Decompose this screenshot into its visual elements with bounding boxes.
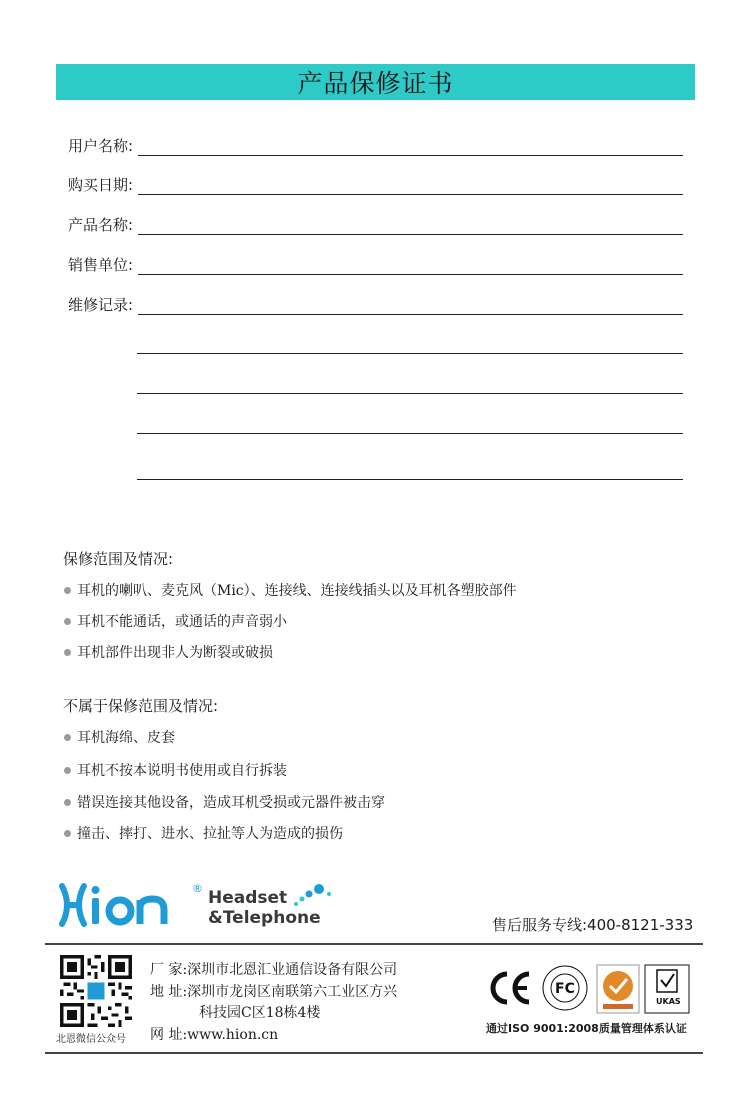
field-product-name [68,213,683,237]
address-line-1: 地 址:深圳市龙岗区南联第六工业区方兴 [150,984,398,1000]
bullet-icon [64,618,71,625]
bullet-icon [64,649,71,656]
bullet-icon [64,734,71,741]
field-user-name [68,134,683,158]
page-title: 产品保修证书 [297,69,454,98]
field-purchase-date [68,173,683,197]
bullet-icon [64,587,71,594]
list-item [64,760,287,780]
list-item [64,642,273,662]
list-item-text: 耳机的喇叭、麦克风（Mic）、连接线、连接线插头以及耳机各塑胶部件 [77,583,517,599]
certification-seal-icon [597,965,639,1013]
list-item [64,727,175,747]
fill-line [138,314,683,315]
fill-line [138,194,683,195]
fill-line [138,155,683,156]
brand-line-2: &Telephone [208,908,321,928]
dots-decoration-icon [292,882,332,912]
field-repair-record [68,293,683,317]
list-item [64,792,385,812]
list-item-text: 撞击、摔打、进水、拉扯等人为造成的损伤 [77,826,343,842]
fill-line [138,274,683,275]
field-label: 产品名称: [68,216,134,234]
field-label: 用户名称: [68,137,134,155]
list-item-text: 错误连接其他设备，造成耳机受损或元器件被击穿 [77,795,385,811]
address-line-2: 科技园C区18栋4楼 [199,1005,321,1021]
hion-logo-icon [58,880,193,930]
list-item-text: 耳机不按本说明书使用或自行拆装 [77,763,287,779]
warranty-heading: 保修范围及情况: [63,550,174,568]
list-item-text: 耳机海绵、皮套 [77,730,175,746]
list-item [64,823,343,843]
exclusion-heading: 不属于保修范围及情况: [63,697,219,715]
repair-record-line [137,479,683,480]
field-label: 维修记录: [68,296,134,314]
title-banner [56,64,695,100]
certification-caption: 通过ISO 9001:2008质量管理体系认证 [486,1022,687,1035]
list-item-text: 耳机不能通话，或通话的声音弱小 [77,614,287,630]
qr-caption: 北恩微信公众号 [56,1034,126,1045]
ukas-mark-icon [645,965,689,1013]
field-label: 购买日期: [68,176,134,194]
ce-mark-icon [493,974,529,1002]
list-item [64,580,517,600]
bullet-icon [64,767,71,774]
repair-record-line [137,393,683,394]
service-hotline: 售后服务专线:400-8121-333 [492,916,694,934]
list-item-text: 耳机部件出现非人为断裂或破损 [77,645,273,661]
brand-line-1: Headset [208,888,288,908]
field-seller [68,253,683,277]
qr-code-icon [60,955,132,1027]
divider [45,1052,703,1054]
repair-record-line [137,433,683,434]
field-label: 销售单位: [68,256,134,274]
bullet-icon [64,799,71,806]
website-line: 网 址:www.hion.cn [150,1027,279,1043]
factory-line: 厂 家:深圳市北恩汇业通信设备有限公司 [150,962,398,978]
list-item [64,611,287,631]
repair-record-line [137,353,683,354]
certification-marks [485,962,695,1017]
bullet-icon [64,830,71,837]
divider [45,943,703,945]
fill-line [138,234,683,235]
svg-text:FC: FC [555,981,575,997]
svg-text:UKAS: UKAS [656,997,681,1006]
registered-mark-icon: ® [192,882,203,895]
fcc-mark-icon [543,966,587,1010]
